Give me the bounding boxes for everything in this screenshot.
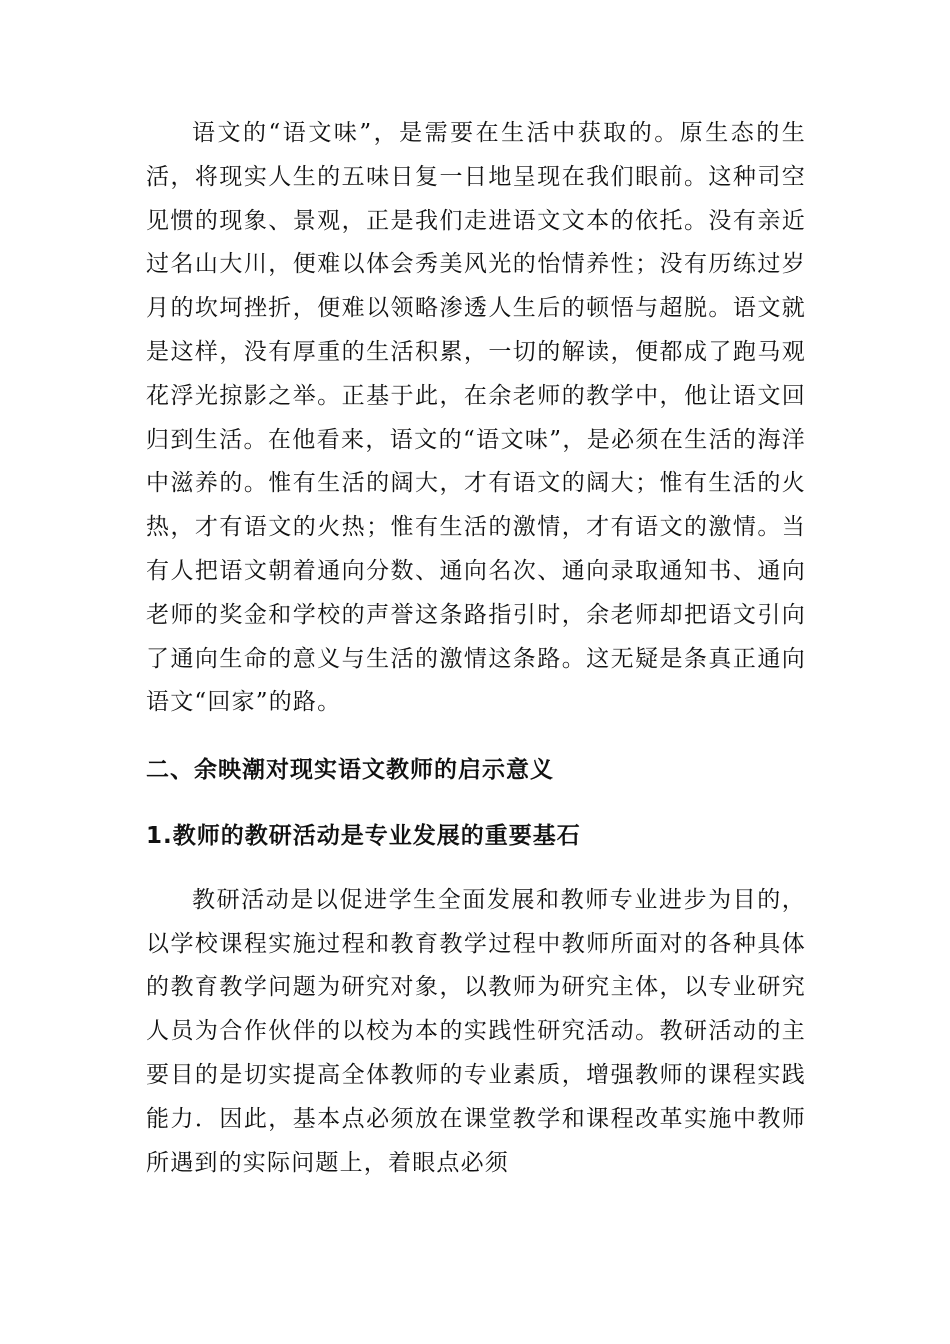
- body-paragraph: 语文的“语文味”，是需要在生活中获取的。原生态的生活，将现实人生的五味日复一日地呈现在我们眼前。这种司空见惯的现象、景观，正是我们走进语文文本的依托。没有亲近过名山大川，便难以体会秀美风光的怡情养性；没有历练过岁月的坎坷挫折，便难以领略渗透人生后的顿悟与超脱。语文就是这样，没有厚重的生活积累，一切的解读，便都成了跑马观花浮光掠影之举。正基于此，在余老师的教学中，他让语文回归到生活。在他看来，语文的“语文味”，是必须在生活的海洋中滋养的。惟有生活的阔大，才有语文的阔大；惟有生活的火热，才有语文的火热；惟有生活的激情，才有语文的激情。当有人把语文朝着通向分数、通向名次、通向录取通知书、通向老师的奖金和学校的声誉这条路指引时，余老师却把语文引向了通向生命的意义与生活的激情这条路。这无疑是条真正通向语文“回家”的路。: [146, 120, 806, 716]
- document-page: [146, 112, 806, 1185]
- subsection-heading: 1.教师的教研活动是专业发展的重要基石: [146, 822, 581, 849]
- section-heading: 二、余映潮对现实语文教师的启示意义: [146, 757, 554, 784]
- body-paragraph: 教研活动是以促进学生全面发展和教师专业进步为目的，以学校课程实施过程和教育教学过程中教师所面对的各种具体的教育教学问题为研究对象，以教师为研究主体，以专业研究人员为合作伙伴的以校为本的实践性研究活动。教研活动的主要目的是切实提高全体教师的专业素质，增强教师的课程实践能力．因此，基本点必须放在课堂教学和课程改革实施中教师所遇到的实际问题上，着眼点必须: [146, 886, 806, 1176]
